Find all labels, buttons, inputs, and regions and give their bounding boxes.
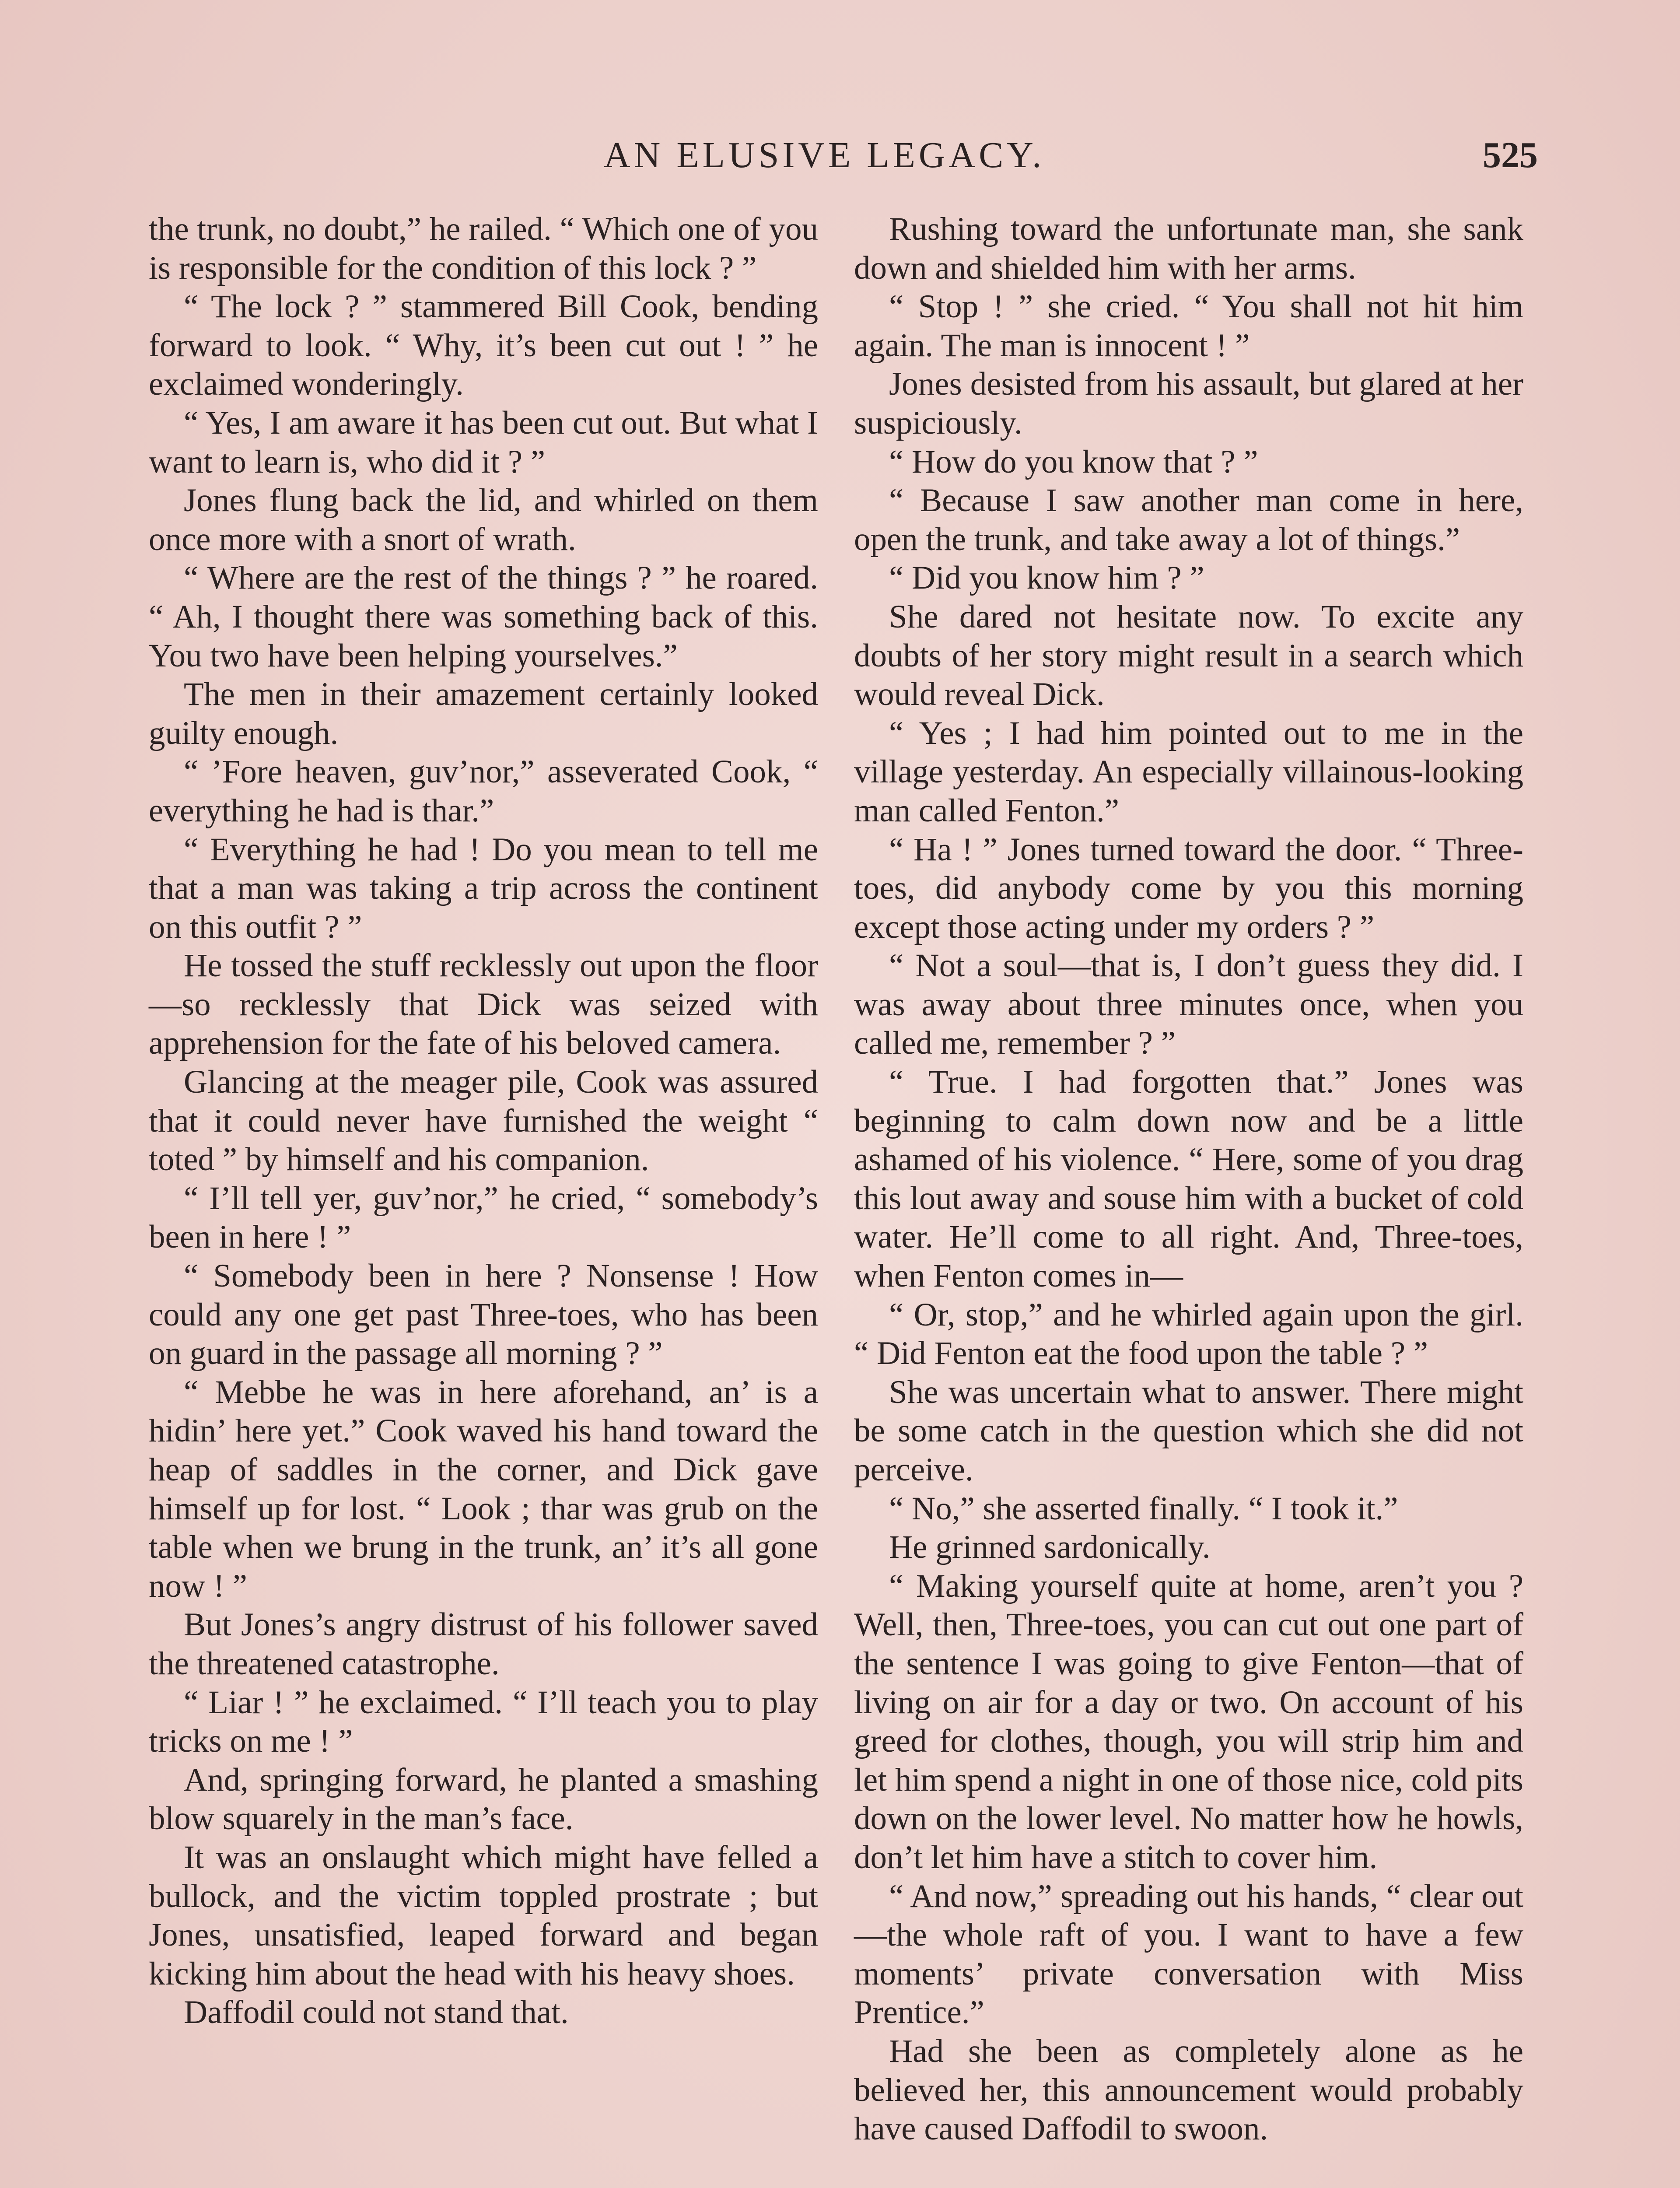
paragraph: He grinned sardonically. bbox=[889, 1529, 1211, 1566]
paragraph: Had she been as completely alone as he believed her, this announcement would probably have caused Daffodil to swoon. bbox=[854, 2033, 1523, 2147]
running-title: AN ELUSIVE LEGACY. bbox=[604, 135, 1045, 175]
paragraph: He tossed the stuff recklessly out upon the floor—so recklessly that Dick was seized with apprehension for the fate of his beloved camera. bbox=[149, 947, 818, 1062]
paragraph: “ Everything he had ! Do you mean to tell me that a man was taking a trip across the continent on this outfit ? ” bbox=[149, 831, 818, 945]
paragraph: She was uncertain what to answer. There might be some catch in the question which she did not perceive. bbox=[854, 1374, 1523, 1488]
paragraph: It was an onslaught which might have felled a bullock, and the victim toppled prostrate ; but Jones, unsatisfied, leaped forward and began kicking him about the head with his heavy shoes. bbox=[149, 1839, 818, 1992]
paragraph: “ True. I had forgotten that.” Jones was beginning to calm down now and be a little ashamed of his violence. “ Here, some of you drag this lout away and souse him with a bucket of cold water. He’ll come to all right. And, Three-toes, when Fenton comes in— bbox=[854, 1064, 1523, 1294]
left-column bbox=[149, 210, 818, 2032]
paragraph: “ And now,” spreading out his hands, “ clear out—the whole raft of you. I want to have a few moments’ private conversation with Miss Prentice.” bbox=[854, 1878, 1523, 2031]
paragraph: “ How do you know that ? ” bbox=[889, 443, 1258, 480]
paragraph: “ Yes, I am aware it has been cut out. But what I want to learn is, who did it ? ” bbox=[149, 404, 818, 480]
paragraph: And, springing forward, he planted a smashing blow squarely in the man’s face. bbox=[149, 1761, 818, 1837]
paragraph: Daffodil could not stand that. bbox=[184, 1994, 569, 2031]
paragraph: “ Mebbe he was in here aforehand, an’ is a hidin’ here yet.” Cook waved his hand toward the heap of saddles in the corner, and Dick gave himself up for lost. “ Look ; thar was grub on the table when we brung in the trunk, an’ it’s all gone now ! ” bbox=[149, 1374, 818, 1604]
paragraph: “ Or, stop,” and he whirled again upon the girl. “ Did Fenton eat the food upon the table ? ” bbox=[854, 1296, 1523, 1372]
paragraph: “ Not a soul—that is, I don’t guess they did. I was away about three minutes once, when you called me, remember ? ” bbox=[854, 947, 1523, 1062]
paragraph: “ I’ll tell yer, guv’nor,” he cried, “ somebody’s been in here ! ” bbox=[149, 1180, 818, 1255]
page-number: 525 bbox=[1483, 135, 1538, 175]
paragraph: “ Yes ; I had him pointed out to me in the village yesterday. An especially villainous-looking man called Fenton.” bbox=[854, 715, 1523, 829]
paragraph: the trunk, no doubt,” he railed. “ Which one of you is responsible for the condition of this lock ? ” bbox=[149, 211, 818, 286]
paragraph: The men in their amazement certainly looked guilty enough. bbox=[149, 676, 818, 751]
right-column bbox=[854, 210, 1523, 2149]
paragraph: Glancing at the meager pile, Cook was assured that it could never have furnished the weight “ toted ” by himself and his companion. bbox=[149, 1064, 818, 1178]
paragraph: “ Where are the rest of the things ? ” he roared. “ Ah, I thought there was something back of this. You two have been helping yourselves.” bbox=[149, 560, 818, 674]
paragraph: “ Ha ! ” Jones turned toward the door. “ Three-toes, did anybody come by you this morning except those acting under my orders ? ” bbox=[854, 831, 1523, 945]
paragraph: She dared not hesitate now. To excite any doubts of her story might result in a search which would reveal Dick. bbox=[854, 598, 1523, 713]
running-head bbox=[0, 131, 1680, 179]
paragraph: “ Because I saw another man come in here, open the trunk, and take away a lot of things.” bbox=[854, 482, 1523, 558]
paragraph: “ ’Fore heaven, guv’nor,” asseverated Cook, “ everything he had is thar.” bbox=[149, 754, 818, 829]
paragraph: “ The lock ? ” stammered Bill Cook, bending forward to look. “ Why, it’s been cut out ! ” he exclaimed wonderingly. bbox=[149, 288, 818, 403]
paragraph: “ No,” she asserted finally. “ I took it.” bbox=[889, 1490, 1398, 1527]
paragraph: “ Somebody been in here ? Nonsense ! How could any one get past Three-toes, who has been on guard in the passage all morning ? ” bbox=[149, 1258, 818, 1372]
paragraph: Jones desisted from his assault, but glared at her suspiciously. bbox=[854, 366, 1523, 441]
paragraph: “ Making yourself quite at home, aren’t you ? Well, then, Three-toes, you can cut out one part of the sentence I was going to give Fenton—that of living on air for a day or two. On account of his greed for clothes, though, you will strip him and let him spend a night in one of those nice, cold pits down on the lower level. No matter how he howls, don’t let him have a stitch to cover him. bbox=[854, 1567, 1523, 1876]
paragraph: “ Stop ! ” she cried. “ You shall not hit him again. The man is innocent ! ” bbox=[854, 288, 1523, 364]
paragraph: “ Did you know him ? ” bbox=[889, 560, 1204, 596]
paragraph: “ Liar ! ” he exclaimed. “ I’ll teach you to play tricks on me ! ” bbox=[149, 1684, 818, 1760]
paragraph: Jones flung back the lid, and whirled on them once more with a snort of wrath. bbox=[149, 482, 818, 558]
paragraph: Rushing toward the unfortunate man, she sank down and shielded him with her arms. bbox=[854, 211, 1523, 286]
paragraph: But Jones’s angry distrust of his follower saved the threatened catastrophe. bbox=[149, 1606, 818, 1682]
